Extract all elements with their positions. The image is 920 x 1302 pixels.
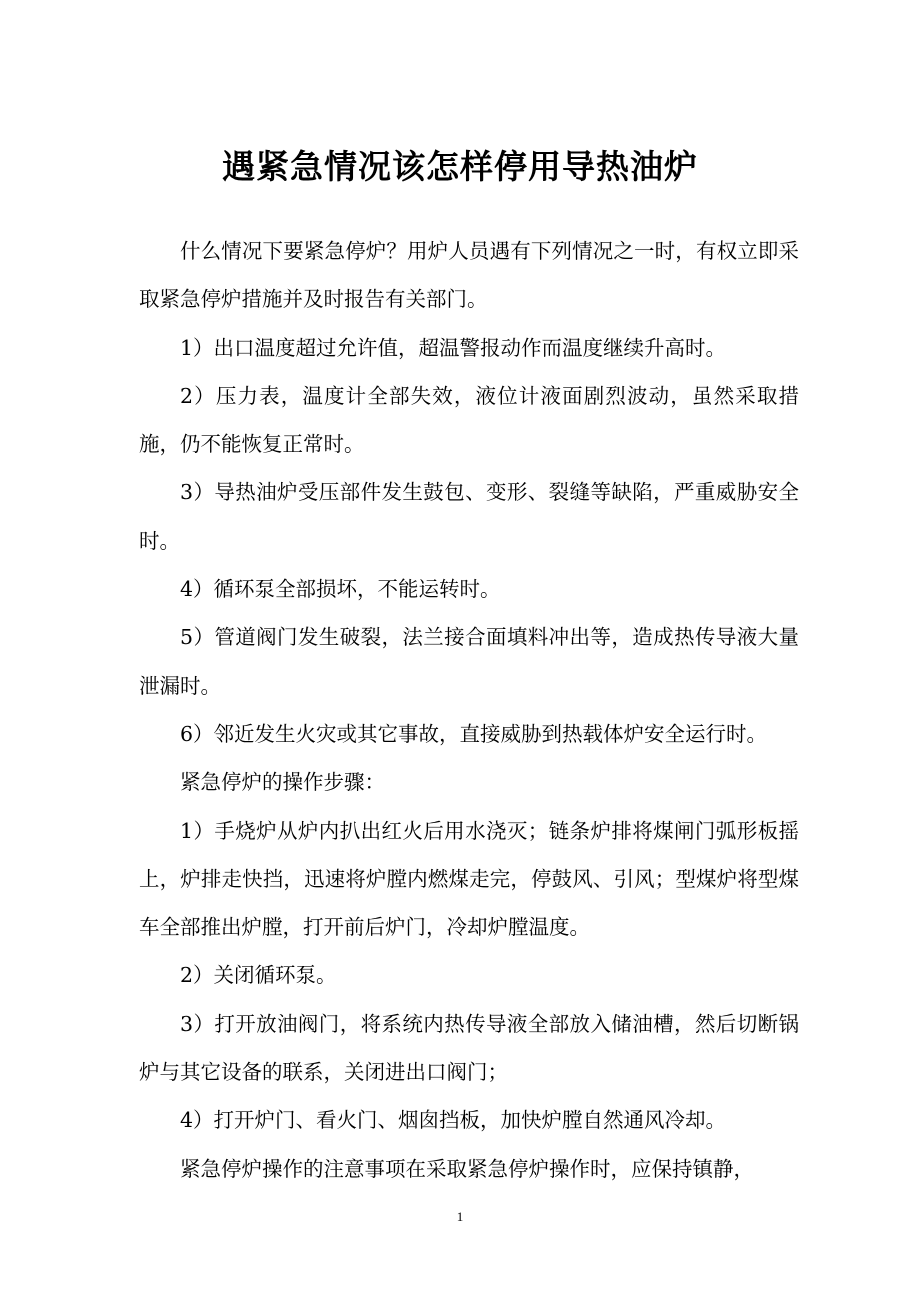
paragraph: 2）关闭循环泵。 (180, 963, 337, 988)
page-number: 1 (456, 1209, 464, 1224)
paragraph: 3）打开放油阀门，将系统内热传导液全部放入储油槽，然后切断锅炉与其它设备的联系，关闭进出口阀门； (139, 1011, 799, 1085)
paragraph: 1）手烧炉从炉内扒出红火后用水浇灭；链条炉排将煤闸门弧形板摇上，炉排走快挡，迅速将炉膛内燃煤走完，停鼓风、引风；型煤炉将型煤车全部推出炉膛，打开前后炉门，冷却炉膛温度。 (139, 818, 799, 940)
document-title: 遇紧急情况该怎样停用导热油炉 (222, 147, 698, 186)
paragraph: 4）循环泵全部损坏，不能运转时。 (180, 577, 501, 602)
paragraph: 什么情况下要紧急停炉？用炉人员遇有下列情况之一时，有权立即采取紧急停炉措施并及时报告有关部门。 (139, 239, 799, 312)
document-body (139, 227, 799, 1193)
paragraph: 6）邻近发生火灾或其它事故，直接威胁到热载体炉安全运行时。 (180, 721, 768, 746)
paragraph: 1）出口温度超过允许值，超温警报动作而温度继续升高时。 (180, 335, 727, 360)
paragraph: 4）打开炉门、看火门、烟囱挡板，加快炉膛自然通风冷却。 (180, 1108, 727, 1133)
paragraph: 紧急停炉操作的注意事项在采取紧急停炉操作时，应保持镇静， (180, 1156, 754, 1181)
paragraph: 2）压力表，温度计全部失效，液位计液面剧烈波动，虽然采取措施，仍不能恢复正常时。 (139, 383, 799, 457)
paragraph: 3）导热油炉受压部件发生鼓包、变形、裂缝等缺陷，严重威胁安全时。 (139, 480, 799, 553)
paragraph: 5）管道阀门发生破裂，法兰接合面填料冲出等，造成热传导液大量泄漏时。 (139, 625, 799, 698)
paragraph: 紧急停炉的操作步骤： (180, 770, 385, 795)
